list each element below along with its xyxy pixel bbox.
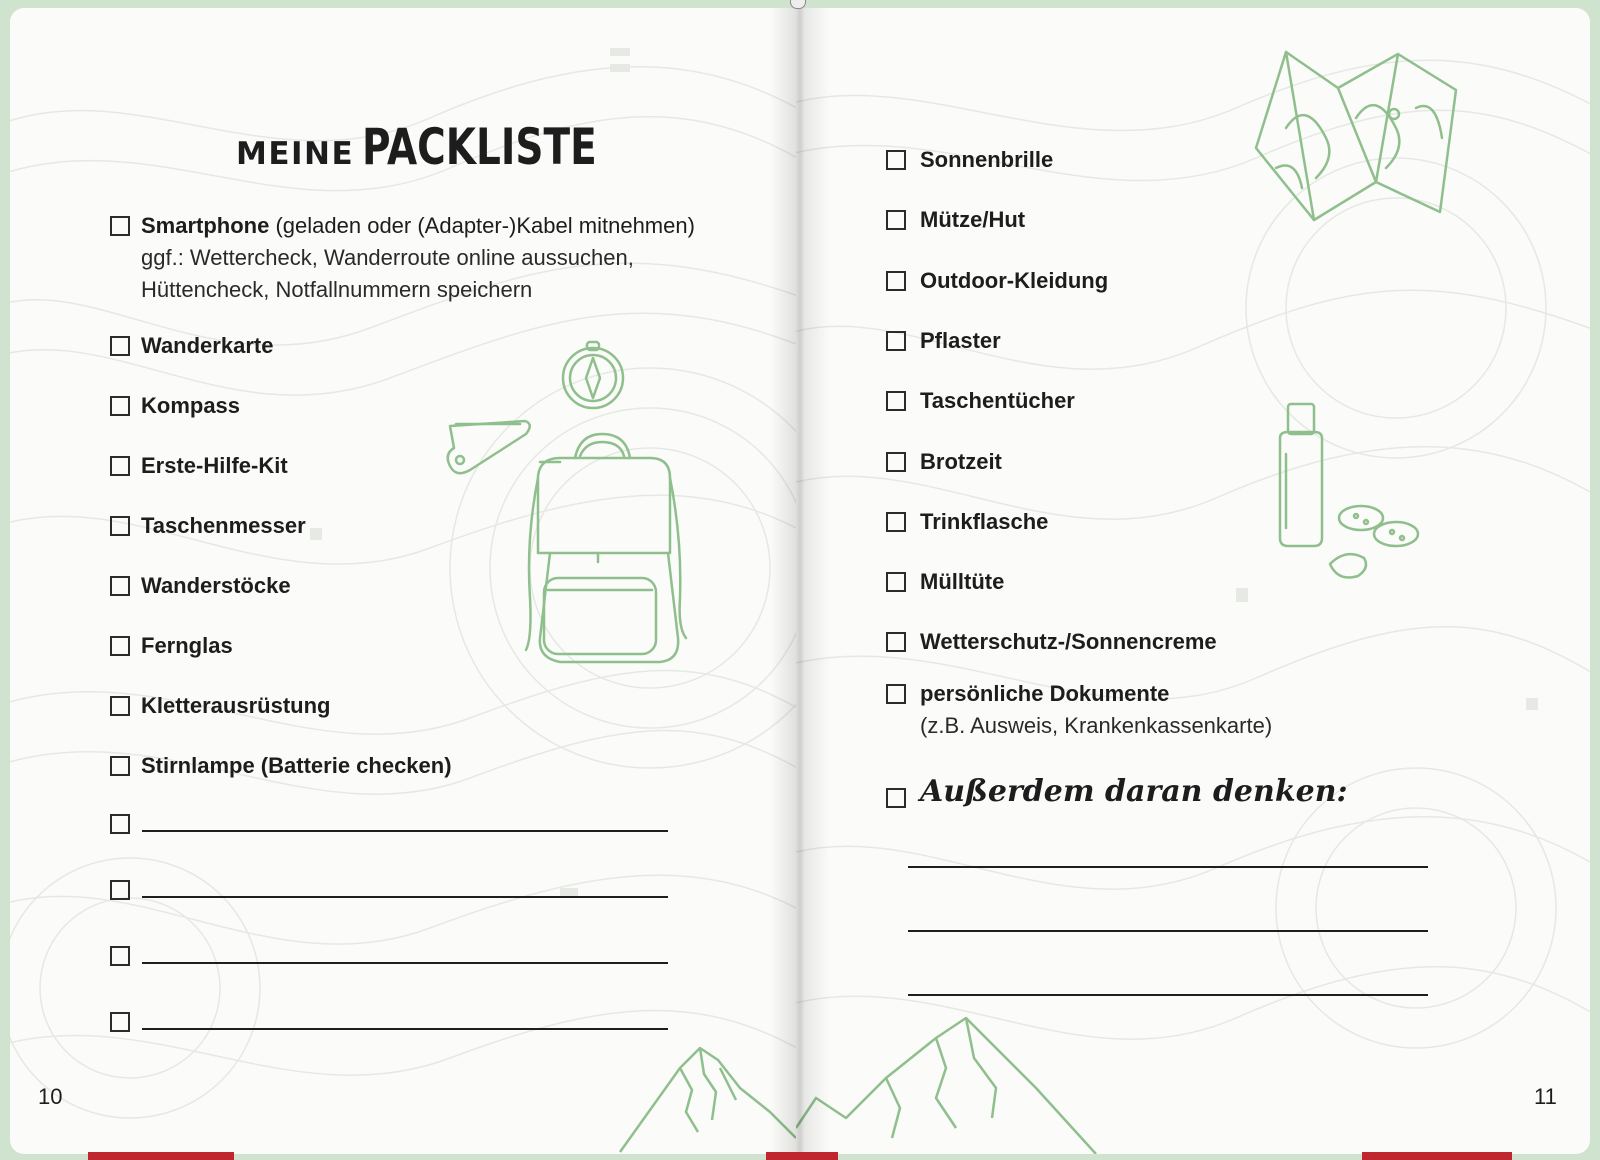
item-label <box>141 210 695 242</box>
mountain-illustration-right <box>796 1008 1116 1154</box>
item-label: Brotzeit <box>920 449 1002 474</box>
map-illustration <box>1246 38 1476 228</box>
item-label: Trinkflasche <box>920 509 1049 534</box>
item-label: Fernglas <box>141 633 233 658</box>
checkbox[interactable] <box>886 788 906 808</box>
checkbox[interactable] <box>886 391 906 411</box>
checkbox[interactable] <box>110 756 130 776</box>
item-label: Outdoor-Kleidung <box>920 268 1109 293</box>
page-number-right: 11 <box>1534 1084 1557 1109</box>
right-page <box>796 8 1590 1154</box>
write-line[interactable] <box>142 896 668 898</box>
checkbox[interactable] <box>886 210 906 230</box>
checkbox[interactable] <box>886 572 906 592</box>
item-note-line-3: Hüttencheck, Notfallnummern speichern <box>141 277 533 302</box>
write-line[interactable] <box>908 994 1428 996</box>
item-note: (geladen oder (Adapter-)Kabel mitnehmen) <box>269 213 695 238</box>
mountain-illustration-left <box>600 1028 796 1154</box>
item-label: Wanderkarte <box>141 333 274 358</box>
checkbox[interactable] <box>110 1012 130 1032</box>
title-part-1: MEINE <box>236 136 355 172</box>
item-label: Kletterausrüstung <box>141 693 331 718</box>
bottle-cookies-illustration <box>1266 398 1436 598</box>
red-edge-marker <box>88 1152 234 1160</box>
checkbox[interactable] <box>110 516 130 536</box>
item-label: Mütze/Hut <box>920 207 1026 232</box>
item-label: Mülltüte <box>920 569 1005 594</box>
title-part-2: PACKLISTE <box>362 118 597 176</box>
write-line[interactable] <box>142 1028 668 1030</box>
checkbox[interactable] <box>110 576 130 596</box>
item-label: Kompass <box>141 393 241 418</box>
extra-notes-heading: Außerdem daran denken: <box>920 774 1348 809</box>
checkbox[interactable] <box>886 452 906 472</box>
left-page <box>10 8 796 1154</box>
item-note: (z.B. Ausweis, Krankenkassenkarte) <box>920 713 1273 738</box>
page-number-left: 10 <box>38 1084 63 1109</box>
item-label: Pflaster <box>920 328 1001 353</box>
checkbox[interactable] <box>886 512 906 532</box>
checkbox[interactable] <box>886 331 906 351</box>
checkbox[interactable] <box>886 684 906 704</box>
red-edge-marker <box>766 1152 838 1160</box>
checkbox[interactable] <box>110 946 130 966</box>
item-label: Wetterschutz-/Sonnencreme <box>920 629 1217 654</box>
item-label: Wanderstöcke <box>141 573 291 598</box>
checkbox[interactable] <box>110 216 130 236</box>
checkbox[interactable] <box>110 696 130 716</box>
checkbox[interactable] <box>110 636 130 656</box>
backpack-compass-knife-illustration <box>430 338 710 698</box>
checkbox[interactable] <box>886 271 906 291</box>
write-line[interactable] <box>908 866 1428 868</box>
checkbox[interactable] <box>886 150 906 170</box>
write-line[interactable] <box>142 830 668 832</box>
item-label: Taschenmesser <box>141 513 306 538</box>
item-label: persönliche Dokumente <box>920 681 1170 706</box>
red-edge-marker <box>1362 1152 1512 1160</box>
checkbox[interactable] <box>110 456 130 476</box>
item-label: Stirnlampe (Batterie checken) <box>141 753 452 778</box>
checkbox[interactable] <box>886 632 906 652</box>
item-label: Sonnenbrille <box>920 147 1054 172</box>
write-line[interactable] <box>142 962 668 964</box>
page-title <box>236 118 663 176</box>
item-note-line-2: ggf.: Wettercheck, Wanderroute online aussuchen, <box>141 245 634 270</box>
checkbox[interactable] <box>110 336 130 356</box>
item-label: Erste-Hilfe-Kit <box>141 453 288 478</box>
checkbox[interactable] <box>110 880 130 900</box>
item-label: Taschentücher <box>920 388 1075 413</box>
checkbox[interactable] <box>110 814 130 834</box>
write-line[interactable] <box>908 930 1428 932</box>
item-label-bold: Smartphone <box>141 213 270 238</box>
checkbox[interactable] <box>110 396 130 416</box>
